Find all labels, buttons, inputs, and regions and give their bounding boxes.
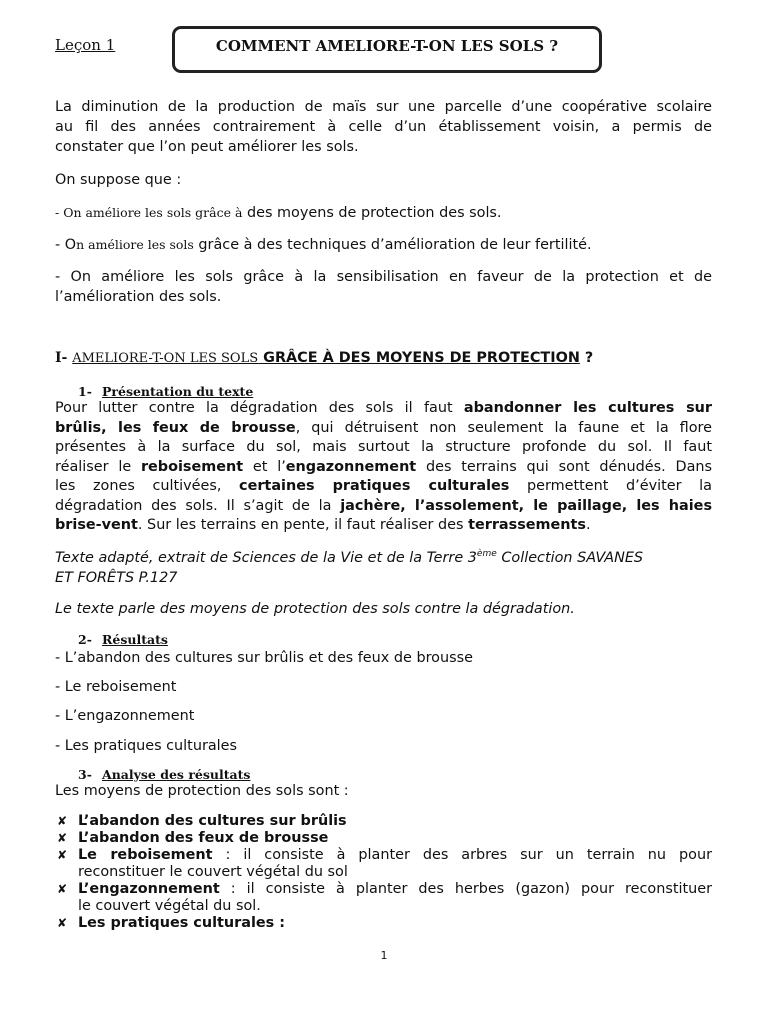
bullet-bold: Le reboisement [78,847,213,863]
page-title: COMMENT AMELIORE-T-ON LES SOLS ? [215,37,559,55]
subsection-number: 2- [78,632,92,647]
source-line: ET FORÊTS P.127 [55,570,178,586]
subsection-2-heading [78,632,168,647]
suppose-text: On suppose que : [55,172,182,188]
subsection-label: Résultats [102,632,168,647]
text-bold: engazonnement [285,458,417,475]
bullet-text: Les pratiques culturales : [78,915,285,931]
section-title [55,350,593,366]
source-span: Texte adapté, extrait de Sciences de la Vie et de la Terre 3 [55,550,477,566]
conclusion-text: Le texte parle des moyens de protection des sols contre la dégradation. [55,601,575,617]
source-span: Collection SAVANES [496,550,644,566]
subsection-3-heading [78,767,250,782]
analysis-intro: Les moyens de protection des sols sont : [55,783,349,799]
subsection-number: 1- [78,384,92,399]
source-citation [55,548,712,588]
section-title-end: ? [579,350,594,366]
text-span: permettent d’éviter la [509,478,712,494]
hypothesis-2-serif: n améliore les sols [76,237,194,252]
bullet-text: : il consiste à planter des herbes (gazon) pour reconstituer [219,881,712,897]
text-bold: terrassements [468,517,586,533]
text-bold: certaines pratiques culturales [239,478,510,494]
intro-line: constater que l’on peut améliorer les sols. [55,139,359,155]
bullet-line: le couvert végétal du sol. [78,898,261,914]
text-span: dégradation des sols. Il s’agit de la [55,497,341,514]
bullet-line [78,847,712,864]
subsection-label: Analyse des résultats [102,767,251,782]
cross-mark-icon: ✘ [57,916,68,930]
bullet-list [55,813,712,932]
bullet-text: : il consiste à planter des arbres sur un terrain nu pour [212,847,712,863]
text-span: . Sur les terrains en pente, il faut réaliser des [137,517,469,533]
list-item [55,813,712,830]
list-item [55,847,712,881]
hypothesis-2-start: - O [55,237,77,253]
text-span: . [585,517,591,533]
section-title-sans: GRÂCE À DES MOYENS DE PROTECTION [258,350,580,366]
bullet-text: L’abandon des cultures sur brûlis [78,813,347,829]
intro-line: La diminution de la production de maïs sur une parcelle d’une coopérative scolaire [55,99,712,115]
hypothesis-1 [55,203,712,223]
bullet-bold: L’engazonnement [78,881,220,897]
cross-mark-icon: ✘ [57,814,68,828]
text-span: , qui détruisent non seulement la faune et la flore [295,419,712,436]
subsection-label: Présentation du texte [102,384,254,399]
bullet-line [78,881,712,898]
text-span: réaliser le [55,458,141,475]
hypothesis-2 [55,235,712,255]
intro-paragraph [55,97,712,157]
text-bold: jachère, l’assolement, le paillage, les haies [340,497,713,514]
hypothesis-3 [55,267,712,307]
subsection-number: 3- [78,767,92,782]
result-item: - L’abandon des cultures sur brûlis et des feux de brousse [55,650,473,666]
result-item: - Le reboisement [55,679,177,695]
section-title-serif: AMELIORE-T-ON LES SOLS [72,351,259,366]
hypothesis-1-serif: - On améliore les sols grâce à [55,205,243,220]
list-item [55,830,712,847]
text-line [55,497,712,517]
bullet-text: L’abandon des feux de brousse [78,830,329,846]
intro-line: au fil des années contrairement à celle d’un établissement voisin, a permis de [55,119,712,135]
cross-mark-icon: ✘ [57,848,68,862]
hypothesis-3-line: - On améliore les sols grâce à la sensibilisation en faveur de la protection et de [55,269,712,285]
cross-mark-icon: ✘ [57,831,68,845]
text-line [55,419,712,439]
hypothesis-3-line: l’amélioration des sols. [55,289,222,305]
hypothesis-1-sans: des moyens de protection des sols. [242,205,502,221]
text-line [55,477,712,497]
text-bold: abandonner les cultures sur [463,400,713,416]
hypothesis-2-sans: grâce à des techniques d’amélioration de leur fertilité. [193,237,592,253]
list-item [55,881,712,915]
result-item: - Les pratiques culturales [55,738,238,754]
bullet-line: reconstituer le couvert végétal du sol [78,864,348,880]
text-span: et l’ [243,458,286,475]
text-span: les zones cultivées, [55,478,240,494]
text-span: des terrains qui sont dénudés. Dans [416,458,712,475]
lesson-label: Leçon 1 [55,36,116,54]
text-line [55,516,712,536]
title-box [172,26,602,73]
result-item: - L’engazonnement [55,708,195,724]
text-bold: brûlis, les feux de brousse [55,419,296,436]
text-bold: brise-vent [55,517,138,533]
subsection-1-heading [78,384,253,399]
list-item [55,915,712,932]
page-number: 1 [380,949,388,962]
source-superscript: ème [476,549,497,559]
text-paragraph [55,399,712,536]
cross-mark-icon: ✘ [57,882,68,896]
text-line [55,458,712,478]
text-line [55,399,712,419]
text-line: présentes à la surface du sol, mais surtout la structure profonde du sol. Il faut [55,439,712,455]
text-bold: reboisement [140,458,244,475]
text-span: Pour lutter contre la dégradation des sols il faut [55,400,464,416]
source-line [55,548,712,568]
section-number: I- [55,350,73,366]
